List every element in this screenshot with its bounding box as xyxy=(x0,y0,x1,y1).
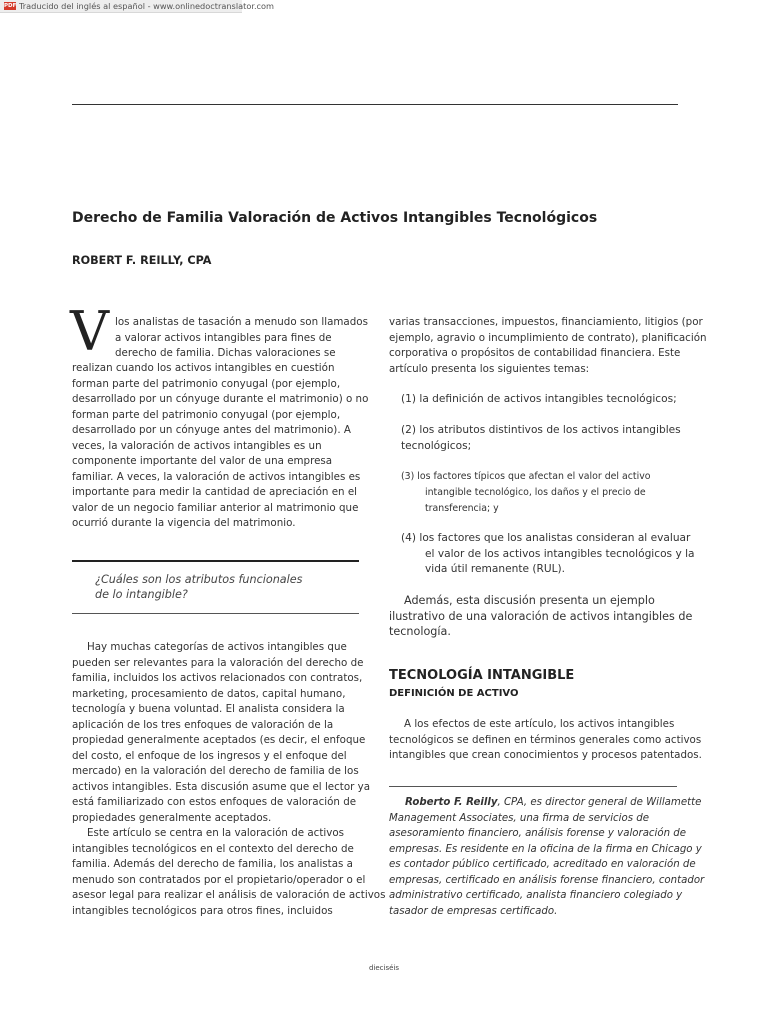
text-line: pueden ser relevantes para la valoración del derecho de xyxy=(72,656,364,669)
text-line: transferencia; y xyxy=(425,503,499,514)
pull-quote-line: de lo intangible? xyxy=(95,588,188,601)
page-number: dieciséis xyxy=(368,964,400,972)
text-line: intangibles tecnológicos para otros fines, incluidos xyxy=(72,904,333,917)
text-line: derecho de familia. Dichas valoraciones se xyxy=(115,347,336,359)
text-line: intangibles que crean conocimientos y procesos patentados. xyxy=(389,749,702,761)
text-line: familiar. A veces, la valoración de activos intangibles es xyxy=(72,470,361,483)
text-line: aplicación de los tres enfoques de valoración de la xyxy=(72,718,334,731)
text-line: está familiarizado con estos enfoques de valoración de xyxy=(72,796,357,808)
text-line: familia, incluidos los activos relacionados con contratos, xyxy=(72,672,363,684)
text-line: familia. Además del derecho de familia, los analistas a xyxy=(72,858,353,870)
text-line: mercado) en la valoración del derecho de familia de los xyxy=(72,765,359,777)
pull-quote-line: ¿Cuáles son los atributos funcionales xyxy=(95,573,303,586)
author-bio xyxy=(389,795,704,919)
text-line: asesoramiento financiero, análisis forense y valoración de xyxy=(389,828,687,839)
text-line: artículo presenta los siguientes temas: xyxy=(389,362,590,375)
text-line: empresas. Es residente en la oficina de la firma en Chicago y xyxy=(389,843,702,855)
text-line: varias transacciones, impuestos, financiamiento, litigios (por xyxy=(389,316,703,328)
text-line: ocurrió durante la vigencia del matrimonio. xyxy=(72,517,296,529)
bio-rule xyxy=(389,786,677,787)
body-left-paragraph xyxy=(72,640,385,919)
text-line: marketing, procesamiento de datos, capital humano, xyxy=(72,687,346,700)
article-title: Derecho de Familia Valoración de Activos Intangibles Tecnológicos xyxy=(72,210,598,226)
text-line: administrativo certificado, analista financiero colegiado y xyxy=(389,890,683,901)
text-line: a valorar activos intangibles para fines de xyxy=(115,331,332,344)
text-line: tecnología y buena voluntad. El analista considera la xyxy=(72,703,345,715)
summary-paragraph xyxy=(389,593,692,640)
text-line: vida útil remanente (RUL). xyxy=(425,563,566,575)
text-line: menudo son contratados por el propietario/operador o el xyxy=(72,873,366,886)
text-line: (4) los factores que los analistas consideran al evaluar xyxy=(401,532,691,544)
intro-paragraph xyxy=(72,361,368,532)
text-line: ilustrativo de una valoración de activos intangibles de xyxy=(389,609,693,623)
topic-item-1 xyxy=(401,392,677,408)
intro-paragraph-top xyxy=(115,315,368,362)
top-rule xyxy=(72,104,678,105)
section-paragraph xyxy=(389,717,702,764)
topic-item-2 xyxy=(401,423,681,454)
text-line: intangible tecnológico, los daños y el precio de xyxy=(425,487,646,498)
translation-banner[interactable] xyxy=(0,0,275,13)
article-author: ROBERT F. REILLY, CPA xyxy=(72,254,212,267)
bio-first-line: , CPA, es director general de Willamette xyxy=(497,797,702,808)
text-line: forman parte del patrimonio conyugal (por ejemplo, xyxy=(72,408,341,421)
topic-item-4 xyxy=(401,531,695,578)
right-intro-paragraph xyxy=(389,315,707,377)
text-line: Hay muchas categorías de activos intangibles que xyxy=(87,641,347,653)
text-line: corporativa o propósitos de contabilidad financiera. Este xyxy=(389,347,681,359)
pull-quote xyxy=(95,572,302,602)
bio-author-name: Roberto F. Reilly xyxy=(405,797,498,808)
text-line xyxy=(389,795,704,811)
text-line: componente importante del valor de una empresa xyxy=(72,455,333,467)
text-line: ejemplo, agravio o incumplimiento de contrato), planificación xyxy=(389,331,707,344)
text-line: asesor legal para realizar el análisis de valoración de activos xyxy=(72,889,386,901)
text-line: empresas, certificado en análisis forense financiero, contador xyxy=(389,874,705,886)
text-line: (3) los factores típicos que afectan el valor del activo xyxy=(401,471,651,482)
text-line: el valor de los activos intangibles tecnológicos y la xyxy=(425,547,695,560)
text-line: del costo, el enfoque de los ingresos y el enfoque del xyxy=(72,749,347,762)
pull-quote-rule-top xyxy=(72,560,359,562)
text-line: veces, la valoración de activos intangibles es un xyxy=(72,439,322,452)
pdf-icon: PDF xyxy=(4,3,17,9)
section-subheading: DEFINICIÓN DE ACTIVO xyxy=(389,688,519,699)
text-line: Management Associates, una firma de servicios de xyxy=(389,812,649,824)
banner-text: Traducido del inglés al español - www.onlinedoctranslator.com xyxy=(19,1,275,11)
text-line: desarrollado por un cónyuge durante el matrimonio) o no xyxy=(72,393,369,405)
pull-quote-rule-bottom xyxy=(72,613,359,614)
text-line: forman parte del patrimonio conyugal (por ejemplo, xyxy=(72,377,341,390)
drop-cap: V xyxy=(70,300,109,363)
text-line: tecnológicos; xyxy=(401,439,472,452)
text-line: Este artículo se centra en la valoración de activos xyxy=(87,827,345,839)
text-line: realizan cuando los activos intangibles en cuestión xyxy=(72,362,335,374)
text-line: activos intangibles. Esta discusión asume que el lector ya xyxy=(72,780,371,793)
text-line: desarrollado por un cónyuge antes del matrimonio). A xyxy=(72,424,351,436)
text-line: Además, esta discusión presenta un ejemplo xyxy=(404,594,655,607)
text-line: (2) los atributos distintivos de los activos intangibles xyxy=(401,424,681,436)
topic-item-3 xyxy=(401,469,651,517)
text-line: valor de un negocio familiar anterior al matrimonio que xyxy=(72,501,359,514)
text-line: los analistas de tasación a menudo son llamados xyxy=(115,316,368,328)
text-line: A los efectos de este artículo, los activos intangibles xyxy=(404,718,675,730)
text-line: tecnológicos se definen en términos generales como activos xyxy=(389,733,702,746)
text-line: intangibles tecnológicos en el contexto del derecho de xyxy=(72,842,354,855)
text-line: importante para medir la cantidad de apreciación en el xyxy=(72,486,358,498)
text-line: (1) la definición de activos intangibles tecnológicos; xyxy=(401,393,677,405)
text-line: propiedades generalmente aceptados. xyxy=(72,811,272,824)
text-line: tecnología. xyxy=(389,625,451,638)
text-line: es contador público certificado, acreditado en valoración de xyxy=(389,859,696,870)
text-line: tasador de empresas certificado. xyxy=(389,905,558,917)
section-heading: TECNOLOGÍA INTANGIBLE xyxy=(389,668,575,683)
text-line: propiedad generalmente aceptados (es decir, el enfoque xyxy=(72,734,366,746)
